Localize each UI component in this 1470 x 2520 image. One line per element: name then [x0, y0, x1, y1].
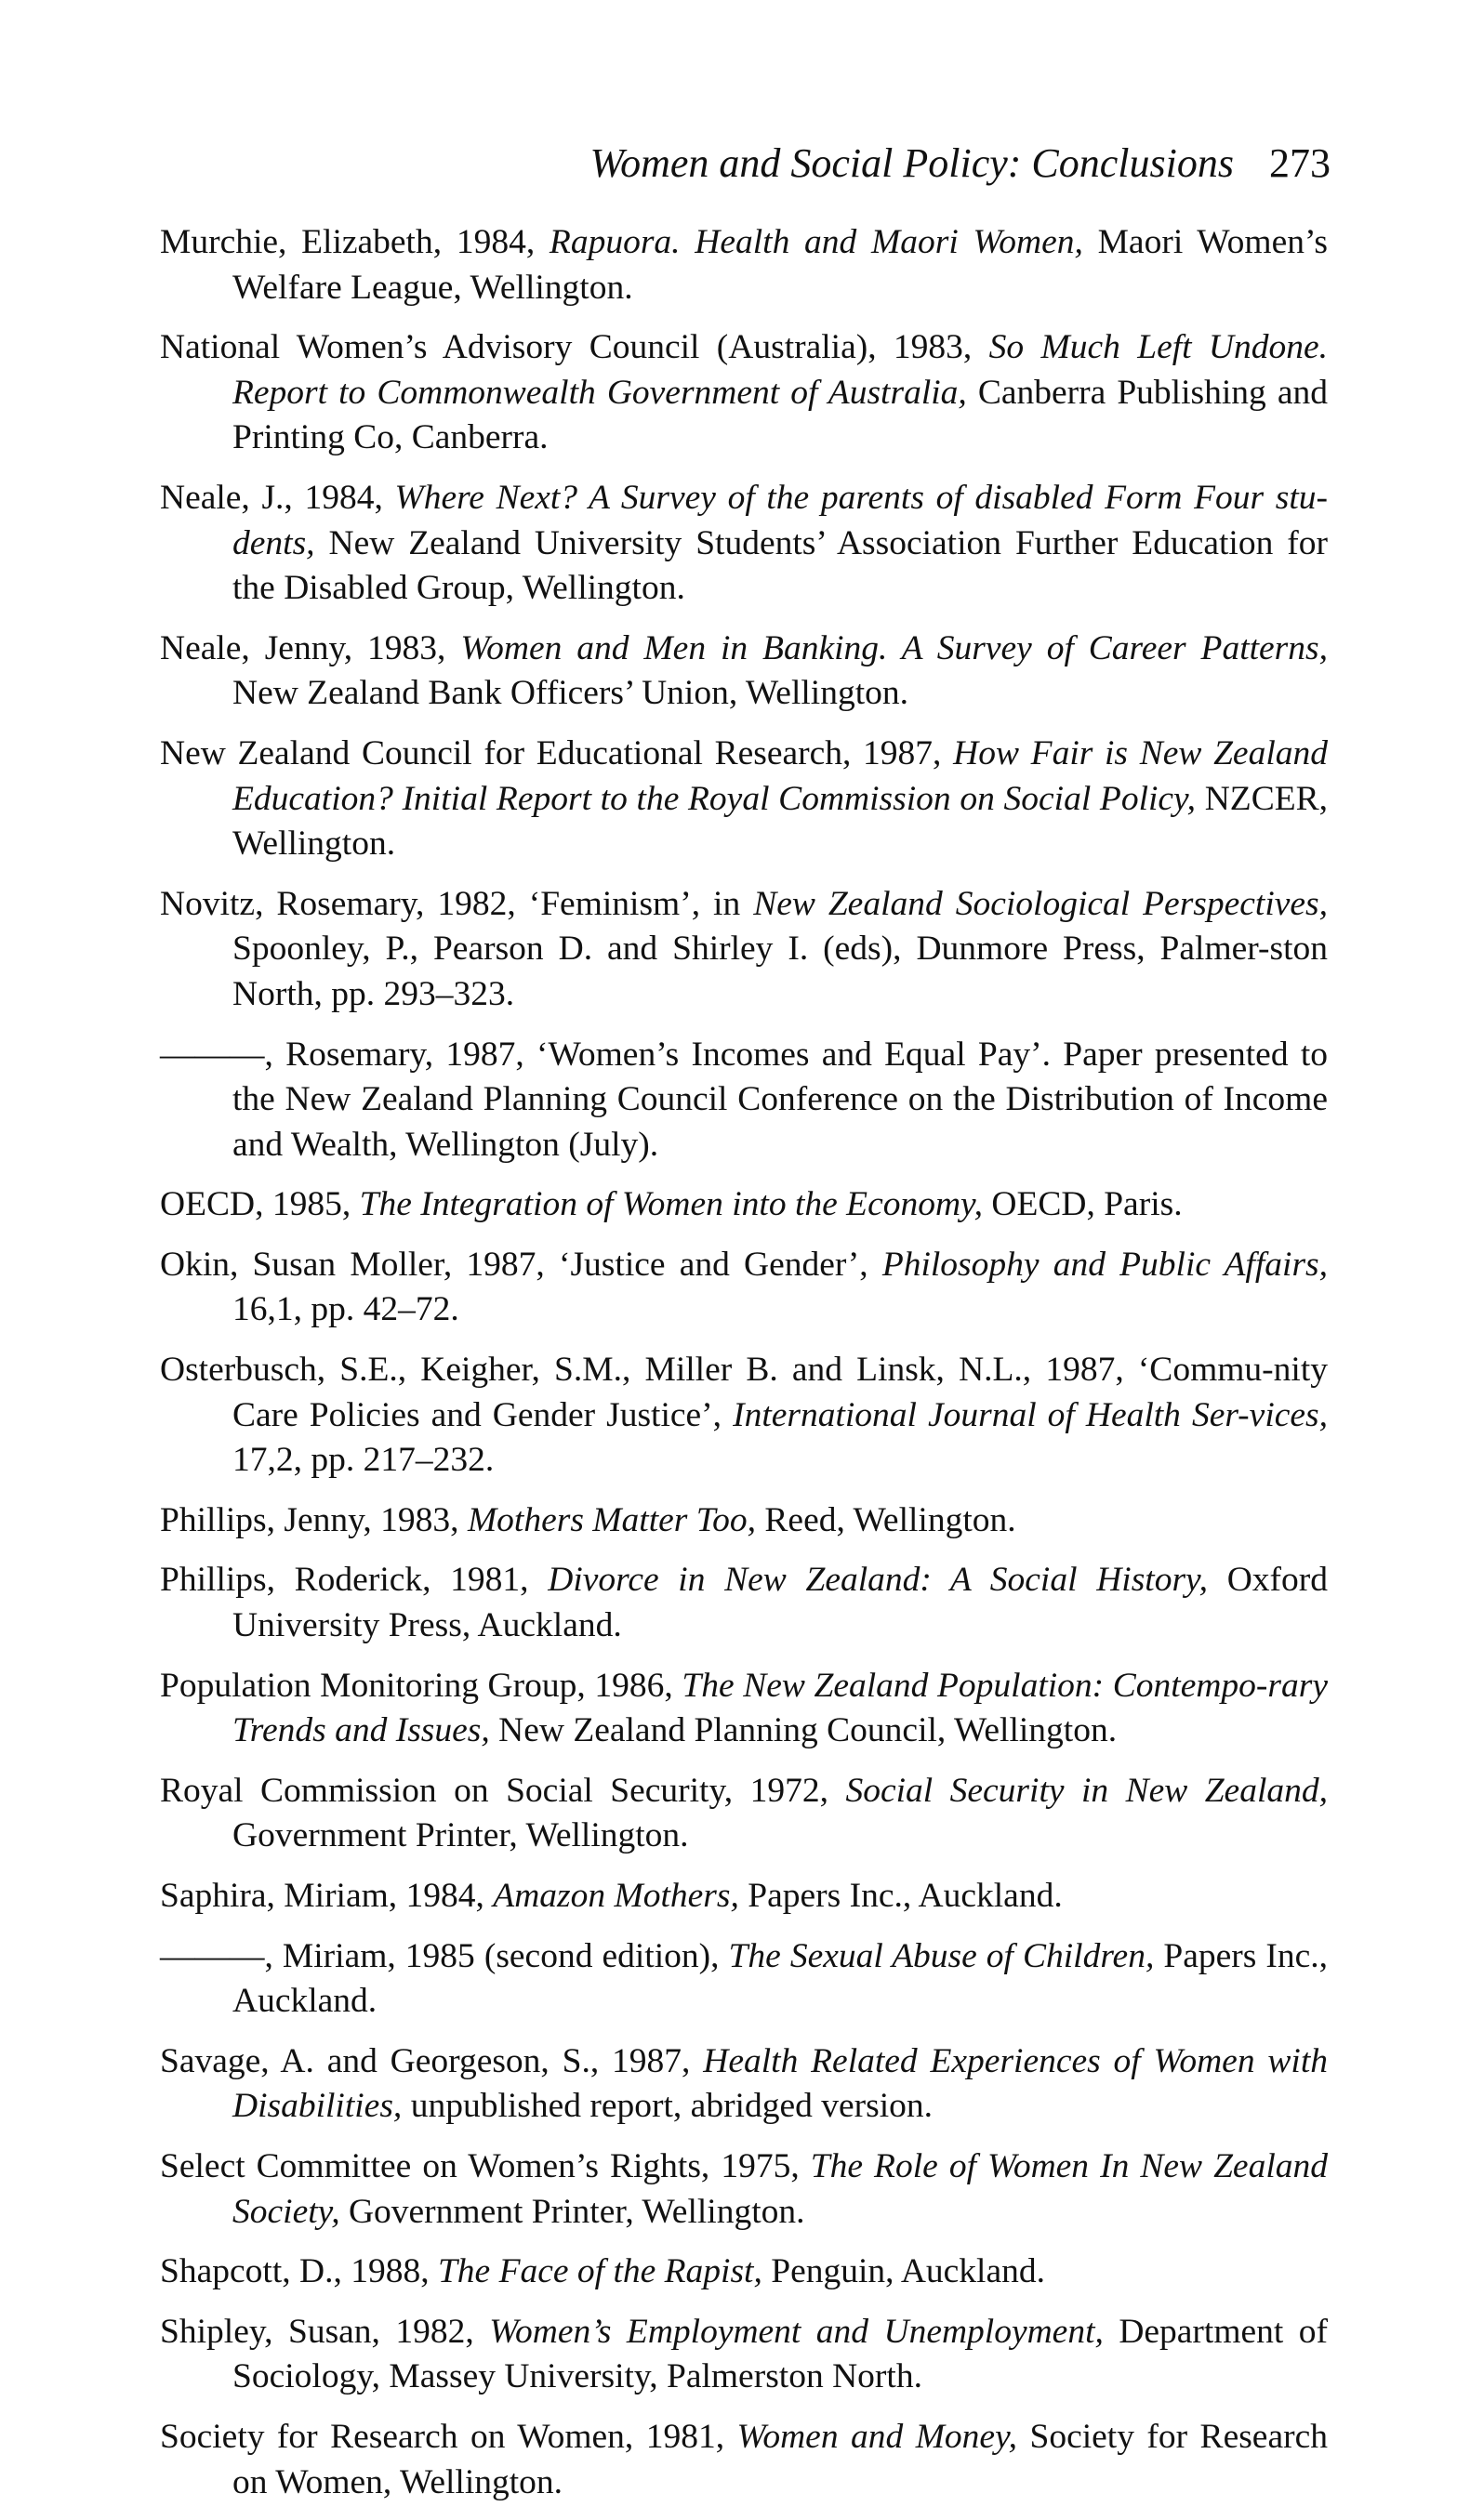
reference-list	[160, 220, 1328, 2520]
reference-entry: Shapcott, D., 1988, The Face of the Rapist, Penguin, Auckland.	[160, 2252, 1045, 2291]
reference-entry: Select Committee on Women’s Rights, 1975, The Role of Women In New Zealand Society, Government Printer, Wellington.	[160, 2146, 1329, 2231]
reference-entry: Okin, Susan Moller, 1987, ‘Justice and Gender’, Philosophy and Public Affairs, 16,1, pp. 42–72.	[160, 1245, 1328, 1329]
reference-entry: Osterbusch, S.E., Keigher, S.M., Miller B. and Linsk, N.L., 1987, ‘Commu-nity Care Policies and Gender Justice’, International Journal of Health Ser-vices, 17,2, pp. 217–232.	[160, 1351, 1328, 1480]
reference-entry: Phillips, Jenny, 1983, Mothers Matter Too, Reed, Wellington.	[160, 1500, 1016, 1539]
reference-entry: Saphira, Miriam, 1984, Amazon Mothers, Papers Inc., Auckland.	[160, 1877, 1063, 1915]
reference-entry: New Zealand Council for Educational Research, 1987, How Fair is New Zealand Education? Initial Report to the Royal Commission on Social Policy, NZCER, Wellington.	[160, 733, 1328, 864]
reference-entry: Savage, A. and Georgeson, S., 1987, Health Related Experiences of Women with Disabilities, unpublished report, abridged version.	[160, 2041, 1328, 2126]
reference-entry: Society for Research on Women, 1981, Women and Money, Society for Research on Women, Wellington.	[160, 2417, 1328, 2501]
reference-entry: Neale, Jenny, 1983, Women and Men in Banking. A Survey of Career Patterns, New Zealand Bank Officers’ Union, Wellington.	[160, 628, 1328, 713]
reference-entry: ———, Miriam, 1985 (second edition), The Sexual Abuse of Children, Papers Inc., Auckland.	[160, 1936, 1328, 2021]
reference-entry: OECD, 1985, The Integration of Women into the Economy, OECD, Paris.	[160, 1185, 1183, 1224]
reference-entry: Phillips, Roderick, 1981, Divorce in New Zealand: A Social History, Oxford University Press, Auckland.	[160, 1561, 1328, 1645]
running-head	[589, 138, 1331, 190]
page-number: 273	[1269, 140, 1331, 186]
reference-entry: Royal Commission on Social Security, 1972, Social Security in New Zealand, Government Printer, Wellington.	[160, 1771, 1328, 1855]
reference-entry: Shipley, Susan, 1982, Women’s Employment and Unemployment, Department of Sociology, Massey University, Palmerston North.	[160, 2312, 1328, 2396]
reference-entry: Population Monitoring Group, 1986, The New Zealand Population: Contempo-rary Trends and Issues, New Zealand Planning Council, Wellington.	[160, 1666, 1328, 1750]
reference-entry: National Women’s Advisory Council (Australia), 1983, So Much Left Undone. Report to Commonwealth Government of Australia, Canberra Publishing and Printing Co, Canberra.	[160, 328, 1328, 457]
running-title: Women and Social Policy: Conclusions	[589, 140, 1234, 186]
reference-entry: Neale, J., 1984, Where Next? A Survey of the parents of disabled Form Four stu-dents, New Zealand University Students’ Association Further Education for the Disabled Group, Wellington.	[160, 478, 1328, 608]
reference-entry: Novitz, Rosemary, 1982, ‘Feminism’, in New Zealand Sociological Perspectives, Spoonley, P., Pearson D. and Shirley I. (eds), Dunmore Press, Palmer-ston North, pp. 293–323.	[160, 884, 1329, 1013]
reference-entry: Murchie, Elizabeth, 1984, Rapuora. Health and Maori Women, Maori Women’s Welfare League, Wellington.	[160, 223, 1328, 307]
reference-entry: ———, Rosemary, 1987, ‘Women’s Incomes and Equal Pay’. Paper presented to the New Zealand Planning Council Conference on the Distribution of Income and Wealth, Wellington (July).	[160, 1035, 1328, 1164]
